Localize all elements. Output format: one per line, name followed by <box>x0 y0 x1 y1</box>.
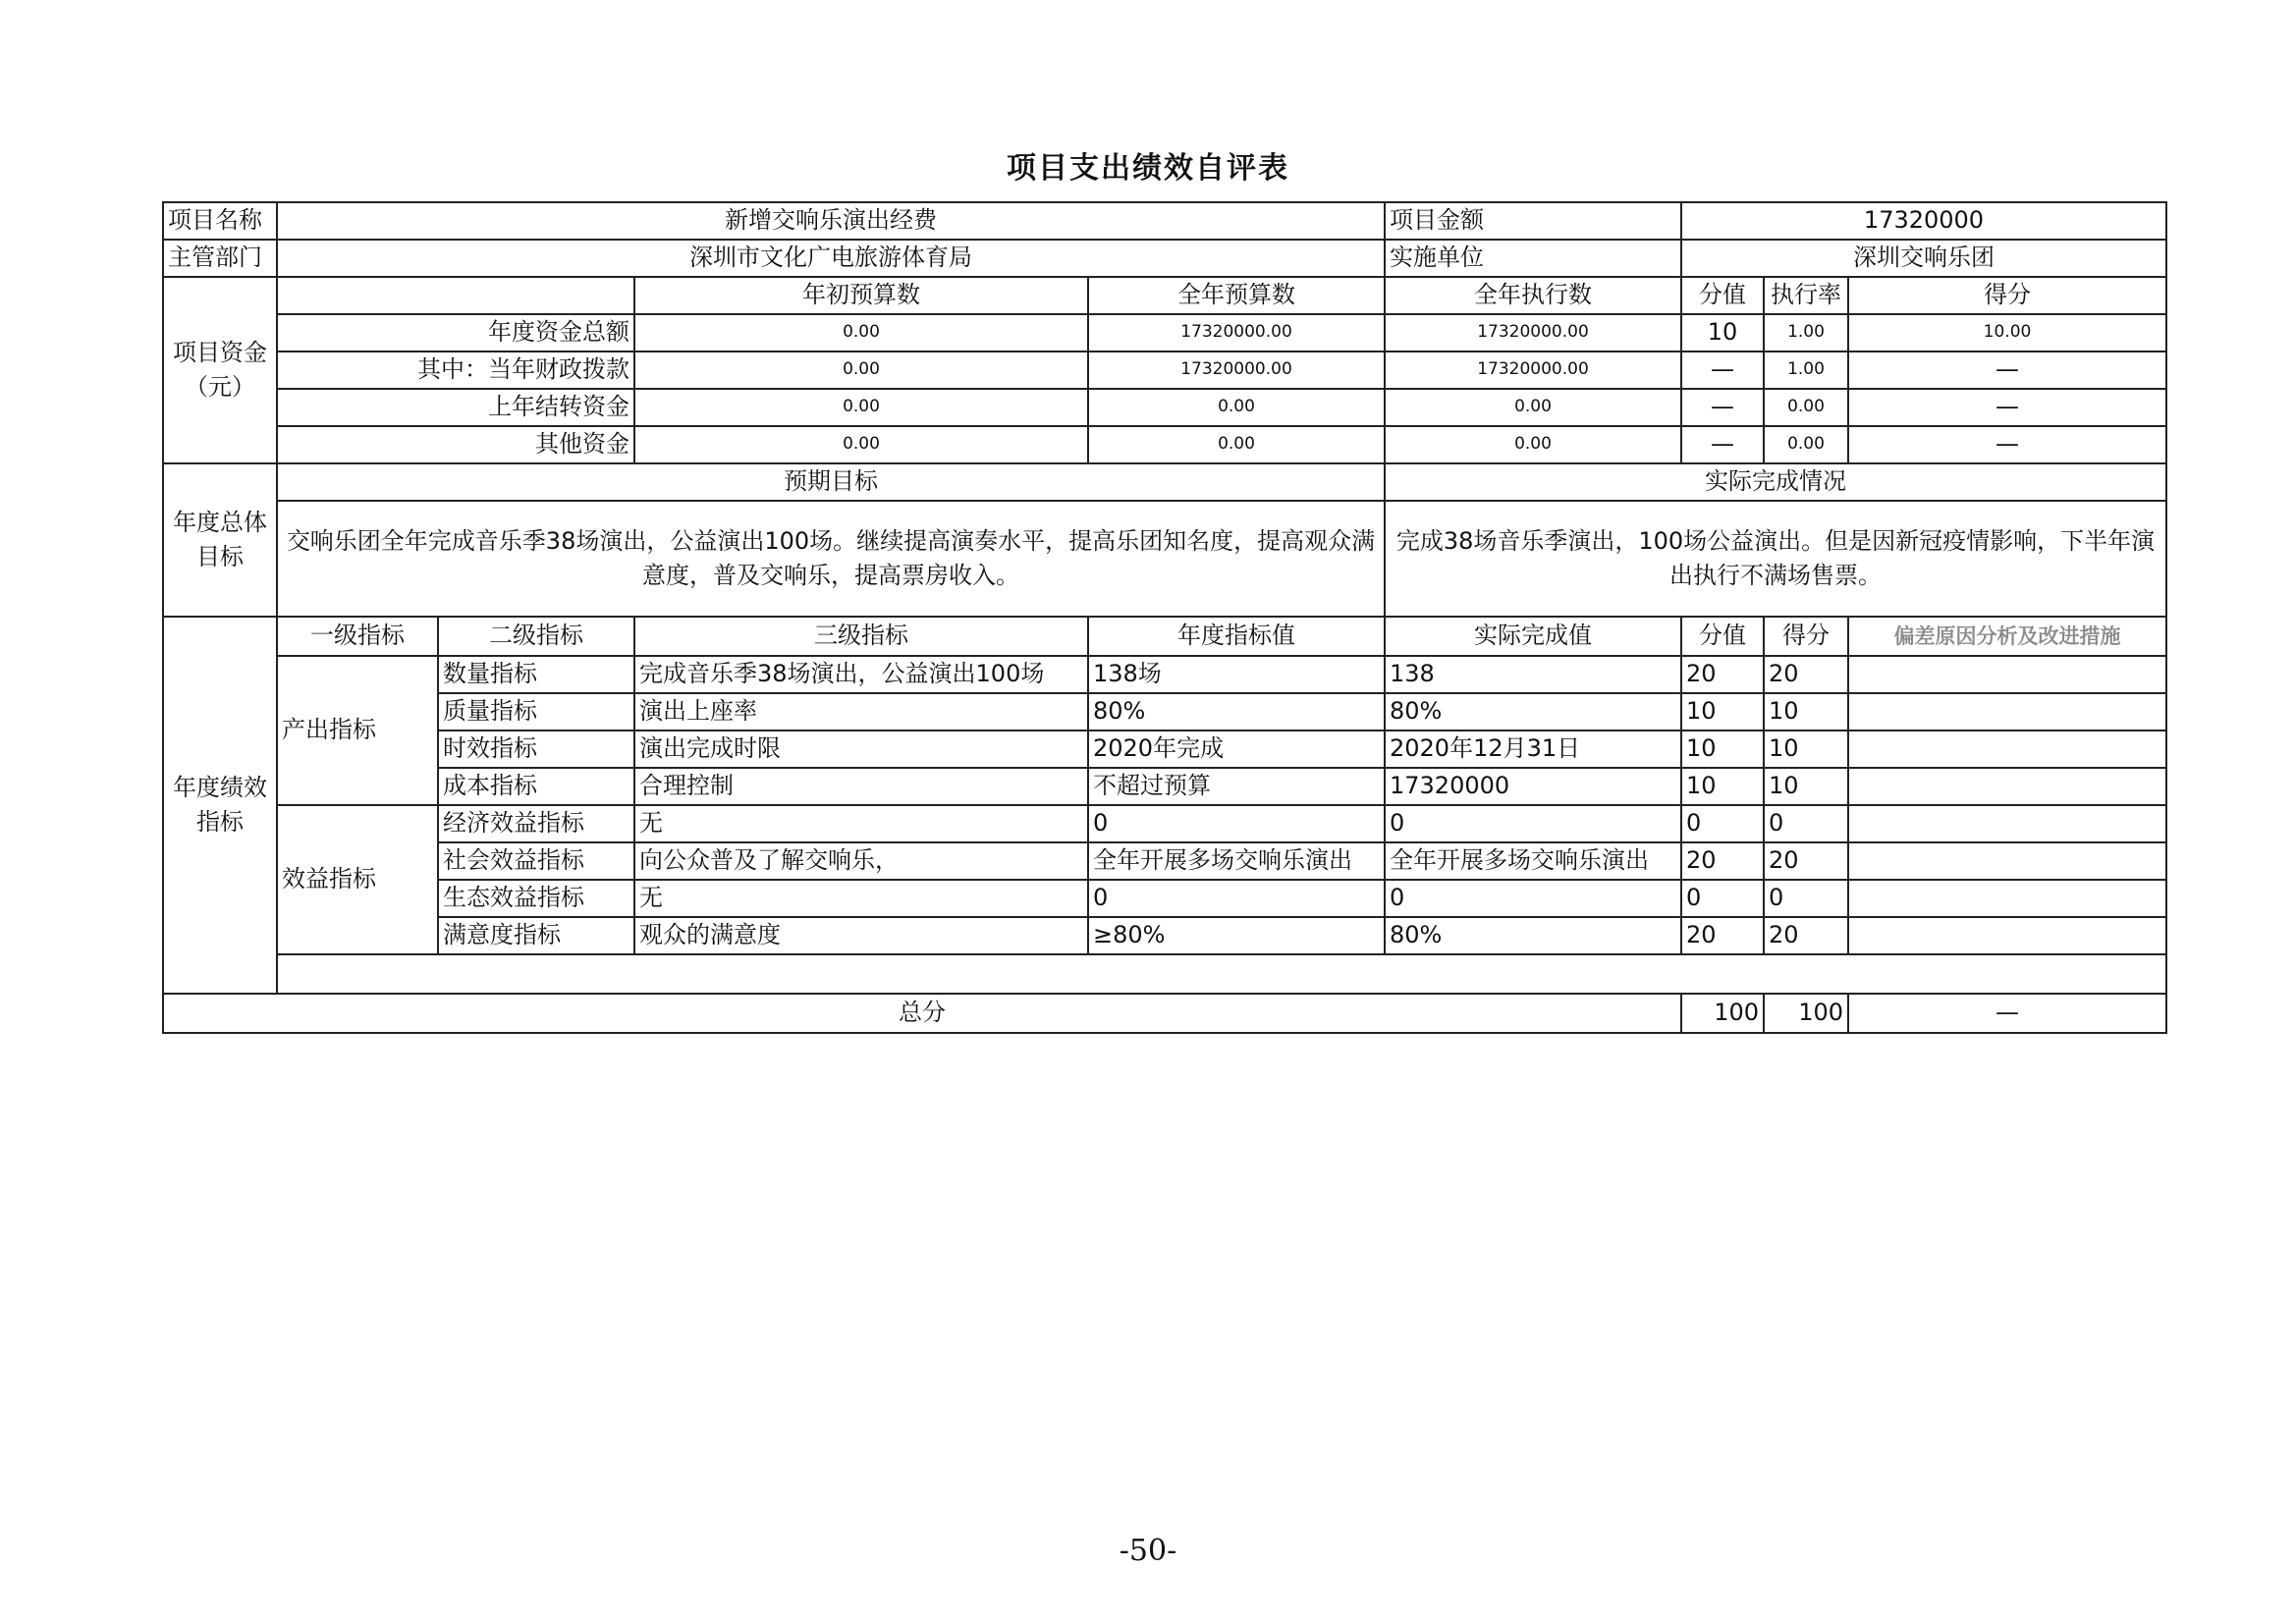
indicator-header-level2: 二级指标 <box>438 617 634 656</box>
indicator-header-score: 得分 <box>1764 617 1848 656</box>
indicator-actual: 138 <box>1385 656 1681 693</box>
goals-actual-header: 实际完成情况 <box>1385 463 2166 501</box>
indicator-score-value: 20 <box>1681 656 1764 693</box>
funds-score-value: — <box>1681 426 1764 463</box>
project-name-row <box>163 202 2166 240</box>
funds-annual: 17320000.00 <box>1088 352 1385 389</box>
dept-label: 主管部门 <box>163 240 277 277</box>
indicator-actual: 全年开展多场交响乐演出 <box>1385 842 1681 880</box>
funds-rate: 0.00 <box>1764 426 1848 463</box>
indicator-target: 138场 <box>1088 656 1385 693</box>
indicator-target: 0 <box>1088 805 1385 842</box>
indicator-level3: 演出上座率 <box>634 693 1088 730</box>
indicator-score: 10 <box>1764 730 1848 768</box>
indicator-target: 不超过预算 <box>1088 768 1385 805</box>
total-score-value: 100 <box>1681 994 1764 1033</box>
funds-header-executed: 全年执行数 <box>1385 277 1681 314</box>
indicator-level2: 质量指标 <box>438 693 634 730</box>
indicator-header-reason: 偏差原因分析及改进措施 <box>1848 617 2166 656</box>
indicator-actual: 17320000 <box>1385 768 1681 805</box>
indicator-target: 全年开展多场交响乐演出 <box>1088 842 1385 880</box>
goals-actual: 完成38场音乐季演出，100场公益演出。但是因新冠疫情影响，下半年演出执行不满场售票。 <box>1385 501 2166 617</box>
goals-expected-header: 预期目标 <box>277 463 1385 501</box>
funds-executed: 17320000.00 <box>1385 314 1681 352</box>
goals-label: 年度总体目标 <box>163 463 277 617</box>
funds-header-rate: 执行率 <box>1764 277 1848 314</box>
indicator-score: 0 <box>1764 880 1848 917</box>
funds-row-name: 其中：当年财政拨款 <box>277 352 634 389</box>
funds-executed: 0.00 <box>1385 389 1681 426</box>
indicator-header-actual: 实际完成值 <box>1385 617 1681 656</box>
indicator-actual: 80% <box>1385 693 1681 730</box>
goals-header-row <box>163 463 2166 501</box>
indicator-header-level3: 三级指标 <box>634 617 1088 656</box>
indicator-level3: 完成音乐季38场演出，公益演出100场 <box>634 656 1088 693</box>
indicator-level2: 时效指标 <box>438 730 634 768</box>
funds-annual: 17320000.00 <box>1088 314 1385 352</box>
indicator-reason <box>1848 805 2166 842</box>
project-name-label: 项目名称 <box>163 202 277 240</box>
page-number: -50- <box>1119 1534 1177 1568</box>
indicator-level2: 生态效益指标 <box>438 880 634 917</box>
indicator-level3: 无 <box>634 805 1088 842</box>
funds-initial: 0.00 <box>634 352 1088 389</box>
indicator-reason <box>1848 842 2166 880</box>
funds-header-row <box>163 277 2166 314</box>
unit-label: 实施单位 <box>1385 240 1681 277</box>
indicator-row <box>163 842 2166 880</box>
total-label: 总分 <box>163 994 1681 1033</box>
funds-row-name: 年度资金总额 <box>277 314 634 352</box>
indicator-row <box>163 880 2166 917</box>
funds-score-value: — <box>1681 352 1764 389</box>
indicator-score: 20 <box>1764 656 1848 693</box>
indicator-score: 10 <box>1764 768 1848 805</box>
indicator-level1: 产出指标 <box>277 656 438 805</box>
indicator-score-value: 0 <box>1681 880 1764 917</box>
indicator-target: 80% <box>1088 693 1385 730</box>
funds-score-value: — <box>1681 389 1764 426</box>
indicator-level2: 成本指标 <box>438 768 634 805</box>
funds-row-name: 上年结转资金 <box>277 389 634 426</box>
funds-label: 项目资金（元） <box>163 277 277 463</box>
indicator-level2: 社会效益指标 <box>438 842 634 880</box>
funds-row <box>163 314 2166 352</box>
funds-annual: 0.00 <box>1088 389 1385 426</box>
indicator-score-value: 10 <box>1681 730 1764 768</box>
funds-executed: 0.00 <box>1385 426 1681 463</box>
project-amount-label: 项目金额 <box>1385 202 1681 240</box>
indicator-reason <box>1848 730 2166 768</box>
indicator-row <box>163 768 2166 805</box>
indicator-actual: 0 <box>1385 805 1681 842</box>
funds-header-blank <box>277 277 634 314</box>
indicator-level1: 效益指标 <box>277 805 438 954</box>
funds-score-value: 10 <box>1681 314 1764 352</box>
funds-score: — <box>1848 426 2166 463</box>
funds-row <box>163 389 2166 426</box>
indicator-level2: 经济效益指标 <box>438 805 634 842</box>
indicator-row <box>163 656 2166 693</box>
indicator-actual: 0 <box>1385 880 1681 917</box>
indicator-score-value: 10 <box>1681 693 1764 730</box>
funds-score: — <box>1848 352 2166 389</box>
funds-initial: 0.00 <box>634 426 1088 463</box>
performance-table <box>162 201 2167 1034</box>
indicator-score: 20 <box>1764 842 1848 880</box>
indicator-header-row <box>163 617 2166 656</box>
funds-score: — <box>1848 389 2166 426</box>
funds-rate: 0.00 <box>1764 389 1848 426</box>
indicator-level3: 演出完成时限 <box>634 730 1088 768</box>
funds-header-score-value: 分值 <box>1681 277 1764 314</box>
indicator-row <box>163 805 2166 842</box>
indicator-actual: 80% <box>1385 917 1681 954</box>
funds-rate: 1.00 <box>1764 352 1848 389</box>
funds-annual: 0.00 <box>1088 426 1385 463</box>
unit-name: 深圳交响乐团 <box>1681 240 2166 277</box>
funds-score: 10.00 <box>1848 314 2166 352</box>
indicator-row <box>163 730 2166 768</box>
indicator-row <box>163 693 2166 730</box>
indicator-header-level1: 一级指标 <box>277 617 438 656</box>
indicator-reason <box>1848 917 2166 954</box>
indicator-header-score-value: 分值 <box>1681 617 1764 656</box>
indicator-score: 10 <box>1764 693 1848 730</box>
indicator-level2: 数量指标 <box>438 656 634 693</box>
total-score: 100 <box>1764 994 1848 1033</box>
indicator-score-value: 20 <box>1681 842 1764 880</box>
indicator-target: ≥80% <box>1088 917 1385 954</box>
total-reason: — <box>1848 994 2166 1033</box>
goals-expected: 交响乐团全年完成音乐季38场演出，公益演出100场。继续提高演奏水平，提高乐团知名度，提高观众满意度，普及交响乐，提高票房收入。 <box>277 501 1385 617</box>
funds-initial: 0.00 <box>634 389 1088 426</box>
indicator-score: 20 <box>1764 917 1848 954</box>
funds-executed: 17320000.00 <box>1385 352 1681 389</box>
indicator-reason <box>1848 768 2166 805</box>
total-row <box>163 994 2166 1033</box>
indicator-reason <box>1848 880 2166 917</box>
indicator-actual: 2020年12月31日 <box>1385 730 1681 768</box>
funds-header-score: 得分 <box>1848 277 2166 314</box>
indicator-level2: 满意度指标 <box>438 917 634 954</box>
funds-header-annual: 全年预算数 <box>1088 277 1385 314</box>
dept-name: 深圳市文化广电旅游体育局 <box>277 240 1385 277</box>
project-dept-row <box>163 240 2166 277</box>
goals-row <box>163 501 2166 617</box>
indicator-row <box>163 917 2166 954</box>
indicator-level3: 向公众普及了解交响乐， <box>634 842 1088 880</box>
funds-header-initial: 年初预算数 <box>634 277 1088 314</box>
indicator-target: 2020年完成 <box>1088 730 1385 768</box>
funds-row <box>163 352 2166 389</box>
indicator-reason <box>1848 693 2166 730</box>
funds-initial: 0.00 <box>634 314 1088 352</box>
funds-rate: 1.00 <box>1764 314 1848 352</box>
indicator-blank-cell <box>277 954 2166 994</box>
indicator-row-blank <box>163 954 2166 994</box>
indicator-score-value: 20 <box>1681 917 1764 954</box>
indicator-level3: 合理控制 <box>634 768 1088 805</box>
project-amount: 17320000 <box>1681 202 2166 240</box>
indicator-score-value: 0 <box>1681 805 1764 842</box>
indicator-target: 0 <box>1088 880 1385 917</box>
funds-row-name: 其他资金 <box>277 426 634 463</box>
indicator-level3: 观众的满意度 <box>634 917 1088 954</box>
indicator-score: 0 <box>1764 805 1848 842</box>
indicator-header-target: 年度指标值 <box>1088 617 1385 656</box>
project-name: 新增交响乐演出经费 <box>277 202 1385 240</box>
indicators-label: 年度绩效指标 <box>163 617 277 994</box>
funds-row <box>163 426 2166 463</box>
page-title: 项目支出绩效自评表 <box>1007 151 1289 186</box>
indicator-level3: 无 <box>634 880 1088 917</box>
indicator-score-value: 10 <box>1681 768 1764 805</box>
indicator-reason <box>1848 656 2166 693</box>
